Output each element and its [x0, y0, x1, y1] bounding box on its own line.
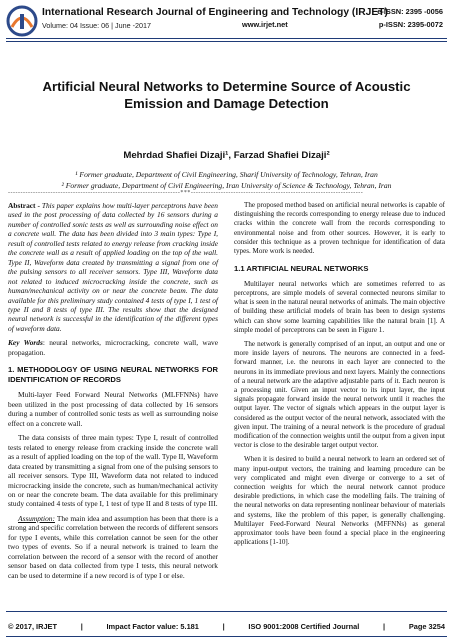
right-paragraph-4: When it is desired to build a neural network to learn an ordered set of many input-output vectors, the training and learning procedure can be very complicated and might even diverge or converge to a set of connection weights for which the neural network cannot produce desirable predictions, in which case the modelling fails. The training of the neural networks on data representing nonlinear behaviour of materials and systems, like the problem of this paper, is generally challenging. Multilayer Feed-Forward Neural Networks (MFFNNs) as general approximator tools have been found a special place in the engineering applications [1-10].	[234, 455, 445, 547]
irjet-logo-icon	[6, 5, 38, 37]
keywords-label: Key Words	[8, 338, 43, 348]
eissn: e-ISSN: 2395 -0056	[377, 7, 443, 16]
separator-line: ---------------------------------------------------------------------***---------------------------------------------------------------------	[8, 190, 364, 196]
footer-rule-top	[6, 611, 447, 612]
footer-page: Page 3254	[408, 622, 445, 631]
section-1-paragraph-1: Multi-layer Feed Forward Neural Networks (MLFFNNs) have been utilized in the post processing of data collected by 16 sensors during a number of controlled sonic tests as well as surrounding noise effect on a concrete wall.	[8, 390, 218, 428]
pissn: p-ISSN: 2395-0072	[378, 20, 443, 29]
footer-copyright: © 2017, IRJET	[8, 622, 57, 631]
section-1-paragraph-2: The data consists of three main types: Type I, result of controlled tests related to energy release from cracking inside the concrete wall as a result of applied loading on the top of the wall. Type II, Waveform data created by transmitting a signal from one of the pulsing sensors to all receiver sensors. Type III, Waveform data not related to induced microcracking inside the concrete, such as human/mechanical activity on or near the concrete beam. The data available for this preliminary study contained 4 tests of type I, 1 test of type II and 8 tests of type III.	[8, 433, 218, 509]
header-rule-2	[6, 41, 447, 42]
footer-rule-bottom	[6, 636, 447, 637]
volume-issue: Volume: 04 Issue: 06 | June -2017	[42, 21, 151, 30]
abstract-text: This paper explains how multi-layer perceptrons have been used in the post processing of data collected by 16 sensors during a number of controlled sonic tests as well as surrounding noise effect on a concrete wall. The data has been divided into 3 main types: Type I, result of controlled tests related to energy release from cracking inside the concrete wall as a result of applied loading on the top of the wall. Type II, Waveform data created by transmitting a signal from one of the pulsing sensors to all receiver sensors. Type III, Waveform data not related to induced microcracking inside the concrete, such as human/mechanical activity on or near the concrete beam. The data available for this preliminary study contained 4 tests of type I, 1 test of type II and 8 tests of type III. The results show that the designed neural network is successful in the identification of the different types of waveform data.	[8, 201, 218, 333]
footer-divider: |	[222, 622, 225, 631]
header-rule	[6, 38, 447, 39]
right-paragraph-3: The network is generally comprised of an input, an output and one or more inside layers of neurons. The neurons are connected in a feed-forward manner, i.e. the neurons in each layer are connected to the neurons in its immediate previous and next layers. Mainly the connections of a neural network are the adaptive adjustable parts of it. Each neuron is a processing unit. Given an input vector to its input layer, the input signals propagate forward inside the neural network until it reaches the output layer. The vector of signals which appears in the output layer is considered as the output vector of the neural network, associated with the given input. The training of a neural network is the procedure of gradual modification of the connection weights until the output from a given input vector is close to the desirable target output vector.	[234, 340, 445, 450]
assumption-text: The main idea and assumption has been that there is a strong and specific correlation between the records of different sensors for type I events, while this correlation cannot be seen for the other two types of events. So if a neural network is trained to learn the correlation between the record of a sensor with the record of another sensor based on data collected from type I tests, this neural network can be used to determine if a new record is of type I or else.	[8, 513, 218, 580]
abstract	[8, 201, 218, 333]
journal-title: International Research Journal of Engineering and Technology (IRJET)	[42, 7, 388, 18]
footer-impact: Impact Factor value: 5.181	[106, 622, 199, 631]
paper-authors: Mehrdad Shafiei Dizaji¹, Farzad Shafiei Dizaji²	[123, 150, 330, 161]
journal-url[interactable]: www.irjet.net	[242, 20, 288, 29]
section-1-paragraph-3	[8, 514, 218, 580]
right-paragraph-2: Multilayer neural networks which are sometimes referred to as perceptrons, are simple models of several connected neurons similar to what is seen in the natural neural networks of animals. The main objective of building these artificial models of brain has been to design systems which can show some learning capabilities like the natural brain [1]. A simple model of perceptrons can be seen in Figure 1.	[234, 279, 445, 334]
assumption-label: Assumption:	[18, 513, 55, 523]
section-1-1-heading: 1.1 ARTIFICIAL NEURAL NETWORKS	[234, 264, 369, 274]
right-paragraph-1: The proposed method based on artificial neural networks is capable of distinguishing the records corresponding to energy release due to induced cracks within the concrete wall from the records corresponding to environmental noise and from other sources. However, it is early to consider this technique as a proven technique for identification of data types. More work is needed.	[234, 201, 445, 256]
affiliation-2: ² Former graduate, Department of Civil Engineering, Iran University of Science & Technology, Tehran, Iran	[61, 181, 392, 190]
page-footer	[8, 622, 445, 631]
footer-divider: |	[383, 622, 386, 631]
keywords-text: : neural networks, microcracking, concrete wall, wave propagation.	[8, 338, 218, 357]
section-1-heading: 1. METHODOLOGY OF USING NEURAL NETWORKS FOR IDENTIFICATION OF RECORDS	[8, 365, 218, 384]
paper-title: Artificial Neural Networks to Determine Source of Acoustic Emission and Damage Detection	[42, 79, 411, 111]
right-column	[234, 201, 445, 553]
footer-divider: |	[80, 622, 83, 631]
footer-iso: ISO 9001:2008 Certified Journal	[248, 622, 360, 631]
keywords	[8, 338, 218, 357]
left-column	[8, 201, 218, 585]
abstract-label: Abstract -	[8, 201, 40, 210]
affiliation-1: ¹ Former graduate, Department of Civil Engineering, Sharif University of Technology, Tehran, Iran	[75, 170, 378, 179]
